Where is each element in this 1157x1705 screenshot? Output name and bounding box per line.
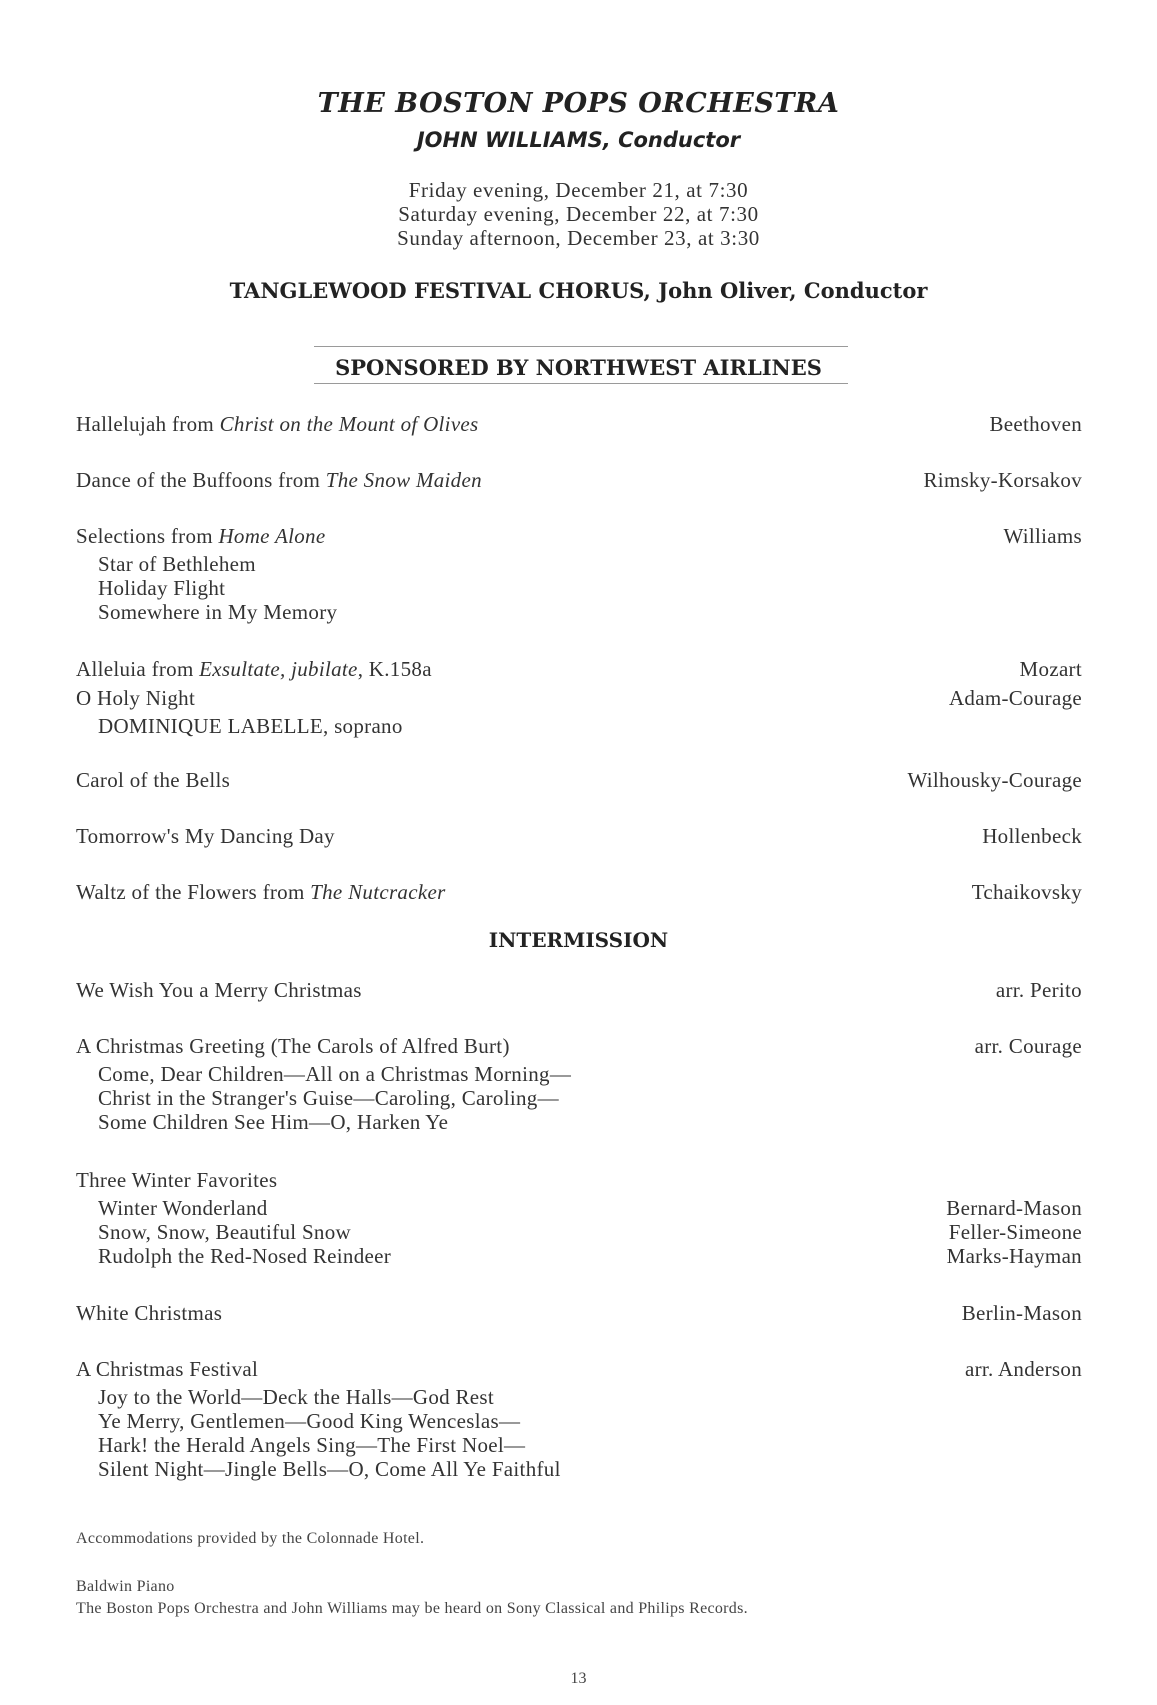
sub-work: Star of Bethlehem	[98, 552, 256, 576]
conductor-line: JOHN WILLIAMS, Conductor	[416, 128, 741, 152]
composer: Hollenbeck	[982, 824, 1082, 848]
sponsor-rule-top	[314, 346, 848, 347]
sub-work: Hark! the Herald Angels Sing—The First Noel—	[98, 1433, 526, 1457]
orchestra-title: THE BOSTON POPS ORCHESTRA	[317, 88, 840, 119]
work-title: Tomorrow's My Dancing Day	[76, 824, 335, 848]
piano-note: Baldwin Piano	[76, 1578, 175, 1595]
intermission-heading: INTERMISSION	[488, 928, 669, 952]
work-title: Waltz of the Flowers from The Nutcracker	[76, 880, 446, 904]
composer: Berlin-Mason	[961, 1301, 1082, 1325]
composer: Mozart	[1019, 657, 1082, 681]
sub-work: Ye Merry, Gentlemen—Good King Wenceslas—	[98, 1409, 521, 1433]
sponsor-rule-bottom	[314, 383, 848, 384]
composer: Marks-Hayman	[946, 1244, 1082, 1268]
date-line: Friday evening, December 21, at 7:30	[408, 178, 749, 202]
sub-work: Rudolph the Red-Nosed Reindeer	[98, 1244, 392, 1268]
sub-work: Somewhere in My Memory	[98, 600, 338, 624]
composer: Rimsky-Korsakov	[923, 468, 1082, 492]
work-title: Selections from Home Alone	[76, 524, 326, 548]
sub-work: Come, Dear Children—All on a Christmas Morning—	[98, 1062, 572, 1086]
records-note: The Boston Pops Orchestra and John Williams may be heard on Sony Classical and Philips Records.	[76, 1600, 748, 1617]
composer: Beethoven	[989, 412, 1082, 436]
performance-dates	[0, 178, 1157, 250]
sub-work: Some Children See Him—O, Harken Ye	[98, 1110, 449, 1134]
composer: Bernard-Mason	[946, 1196, 1082, 1220]
sub-work: Silent Night—Jingle Bells—O, Come All Ye Faithful	[98, 1457, 561, 1481]
work-title: Carol of the Bells	[76, 768, 231, 792]
work-title: O Holy Night	[76, 686, 196, 710]
date-line: Saturday evening, December 22, at 7:30	[398, 202, 759, 226]
sub-work: Snow, Snow, Beautiful Snow	[98, 1220, 352, 1244]
composer: Wilhousky-Courage	[907, 768, 1082, 792]
chorus-line: TANGLEWOOD FESTIVAL CHORUS, John Oliver, Conductor	[229, 278, 928, 303]
composer: arr. Perito	[995, 978, 1082, 1002]
composer: arr. Courage	[974, 1034, 1082, 1058]
date-line: Sunday afternoon, December 23, at 3:30	[397, 226, 760, 250]
work-title: Hallelujah from Christ on the Mount of Olives	[76, 412, 479, 436]
composer: Tchaikovsky	[971, 880, 1082, 904]
work-title: A Christmas Festival	[76, 1357, 259, 1381]
work-title: Alleluia from Exsultate, jubilate, K.158a	[76, 657, 432, 681]
composer: Williams	[1003, 524, 1082, 548]
composer: arr. Anderson	[964, 1357, 1082, 1381]
work-title: Dance of the Buffoons from The Snow Maiden	[76, 468, 482, 492]
work-title: We Wish You a Merry Christmas	[76, 978, 362, 1002]
sub-work: Holiday Flight	[98, 576, 226, 600]
soloist: DOMINIQUE LABELLE, soprano	[98, 714, 403, 738]
composer: Feller-Simeone	[948, 1220, 1082, 1244]
sub-work: Christ in the Stranger's Guise—Caroling, Caroling—	[98, 1086, 559, 1110]
sub-work: Joy to the World—Deck the Halls—God Rest	[98, 1385, 495, 1409]
work-title: White Christmas	[76, 1301, 223, 1325]
page-number: 13	[570, 1670, 587, 1687]
composer: Adam-Courage	[948, 686, 1082, 710]
sub-work: Winter Wonderland	[98, 1196, 268, 1220]
sponsor-line: SPONSORED BY NORTHWEST AIRLINES	[335, 355, 822, 380]
work-title: A Christmas Greeting (The Carols of Alfred Burt)	[76, 1034, 510, 1058]
work-title: Three Winter Favorites	[76, 1168, 278, 1192]
accommodations-note: Accommodations provided by the Colonnade Hotel.	[76, 1530, 425, 1547]
